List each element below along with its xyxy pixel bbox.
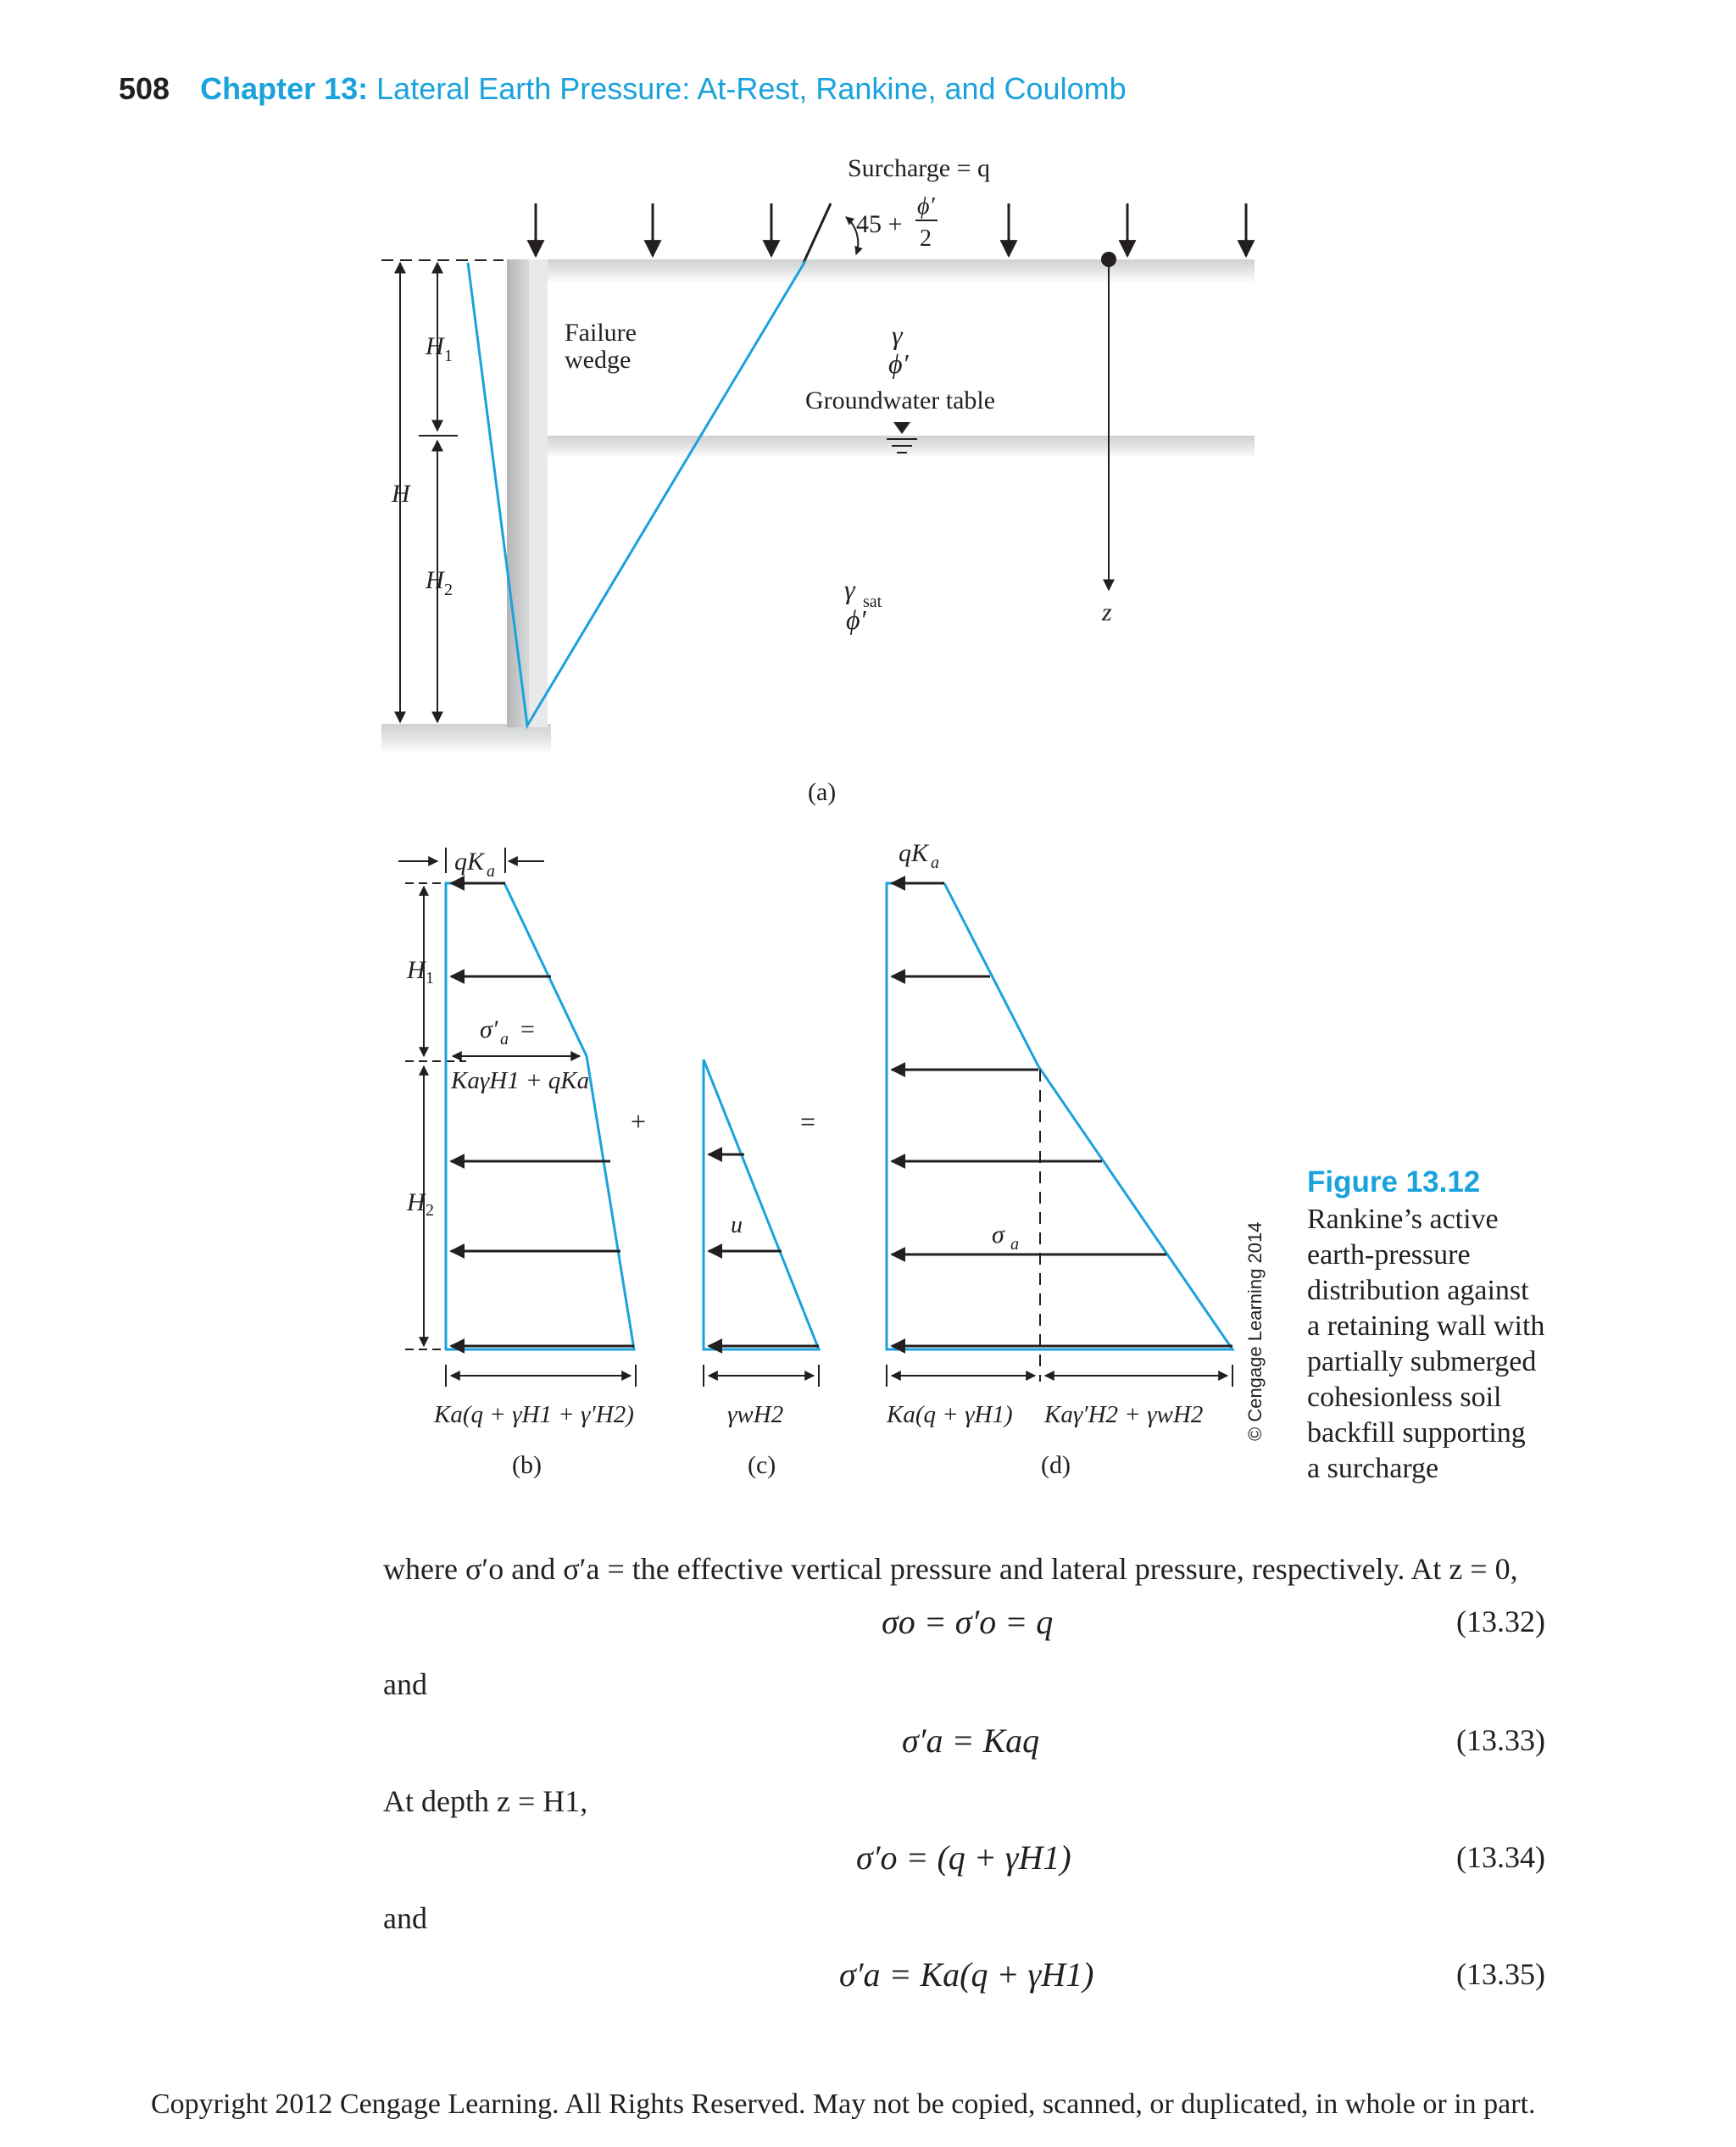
equation-number: (13.33): [1456, 1723, 1545, 1757]
saturated-sub: sat: [863, 592, 882, 611]
failure-wedge-label-2: wedge: [565, 346, 632, 374]
equation-13-32: σo = σ′o = q: [882, 1603, 1054, 1641]
panel-a-label: (a): [808, 778, 837, 806]
failure-plane-extension: [804, 203, 831, 263]
panel-b-sigma-sub: a: [500, 1030, 509, 1048]
panel-b-sigma-equals: =: [520, 1015, 535, 1043]
friction-angle-lower: ϕ′: [846, 604, 866, 635]
panel-c-bottom-value: γwH2: [727, 1401, 784, 1428]
caption-line: a surcharge: [1307, 1453, 1439, 1484]
panel-d-sigma: σ: [992, 1221, 1004, 1249]
and-text: and: [383, 1901, 427, 1935]
wall-base: [381, 724, 551, 754]
panel-b-bottom-value: Ka(q + γH1 + γ′H2): [434, 1401, 634, 1428]
chapter-label: Chapter 13:: [200, 71, 369, 106]
dim-h2-sub: 2: [444, 581, 453, 599]
caption-line: distribution against: [1307, 1275, 1529, 1306]
surcharge-label: Surcharge = q: [848, 154, 990, 182]
caption-line: cohesionless soil: [1307, 1382, 1502, 1413]
friction-angle-upper: ϕ′: [888, 348, 909, 379]
equals-sign: =: [800, 1106, 816, 1137]
saturated-unit-weight: γ: [844, 574, 855, 604]
panel-b-h1-sub: 1: [426, 969, 434, 987]
copyright-footer: Copyright 2012 Cengage Learning. All Rights Reserved. May not be copied, scanned, or duplicated, in whole or in part.: [151, 2089, 1536, 2120]
figure-panel-a: [0, 0, 1736, 848]
panel-c-u-label: u: [731, 1212, 743, 1238]
dim-h1-label: H: [426, 332, 444, 360]
figure-credit: © Cengage Learning 2014: [1244, 1221, 1266, 1441]
equation-13-34: σ′o = (q + γH1): [856, 1838, 1071, 1877]
where-paragraph: where σ′o and σ′a = the effective vertical pressure and lateral pressure, respectively. At z = 0,: [383, 1552, 1518, 1586]
panel-d: [886, 839, 1232, 1479]
figure-caption: [1307, 1165, 1578, 1487]
panel-b-top-sub: a: [487, 862, 495, 881]
panel-b-sigma: σ′: [480, 1015, 498, 1043]
equation-number: (13.35): [1456, 1957, 1545, 1991]
panel-b-h1-label: H: [407, 956, 426, 984]
panel-b-h2-label: H: [407, 1188, 426, 1216]
dim-h-label: H: [392, 480, 410, 508]
panel-d-bottom-right: Kaγ′H2 + γwH2: [1044, 1401, 1204, 1428]
caption-line: backfill supporting: [1307, 1417, 1526, 1449]
panel-c-outline: [704, 1060, 819, 1349]
angle-denominator: 2: [920, 225, 932, 252]
wall-shadow: [529, 259, 548, 727]
figure-number: Figure 13.12: [1307, 1165, 1481, 1199]
panel-d-top-label: qK: [899, 839, 929, 867]
chapter-title: Lateral Earth Pressure: At-Rest, Rankine, and Coulomb: [376, 71, 1127, 106]
dim-h2-label: H: [426, 566, 444, 594]
caption-line: Rankine’s active: [1307, 1204, 1499, 1235]
and-text: and: [383, 1667, 427, 1701]
depth-label-z: z: [1102, 598, 1112, 626]
equation-13-35: σ′a = Ka(q + γH1): [839, 1955, 1094, 1994]
panel-d-outline: [887, 883, 1232, 1349]
panel-c-label: (c): [748, 1451, 776, 1479]
panel-d-label: (d): [1041, 1451, 1071, 1479]
groundwater-label: Groundwater table: [805, 387, 996, 414]
plus-sign: +: [631, 1106, 647, 1137]
equation-13-33: σ′a = Kaq: [902, 1721, 1040, 1760]
panel-b-outline: [446, 883, 634, 1349]
panel-d-sigma-sub: a: [1010, 1235, 1019, 1254]
panel-b: [398, 848, 636, 1479]
unit-weight-gamma: γ: [892, 320, 903, 350]
equation-number: (13.32): [1456, 1605, 1545, 1638]
panel-b-label: (b): [512, 1451, 542, 1479]
equation-number: (13.34): [1456, 1840, 1545, 1874]
caption-line: partially submerged: [1307, 1346, 1537, 1377]
caption-line: earth-pressure: [1307, 1239, 1471, 1271]
panel-d-top-sub: a: [931, 854, 939, 872]
dim-h1-sub: 1: [444, 347, 453, 365]
panel-b-h2-sub: 2: [426, 1201, 434, 1220]
panel-b-mid-value: KaγH1 + qKa: [451, 1067, 590, 1094]
angle-label: 45 +: [856, 210, 903, 238]
panel-b-top-label: qK: [454, 848, 485, 876]
page-number: 508: [119, 71, 170, 106]
failure-wedge-label-1: Failure: [565, 319, 637, 347]
caption-line: a retaining wall with: [1307, 1310, 1545, 1342]
angle-numerator: ϕ′: [917, 193, 935, 220]
at-depth-text: At depth z = H1,: [383, 1784, 588, 1818]
panel-d-bottom-left: Ka(q + γH1): [887, 1401, 1013, 1428]
ground-surface: [530, 259, 1255, 283]
